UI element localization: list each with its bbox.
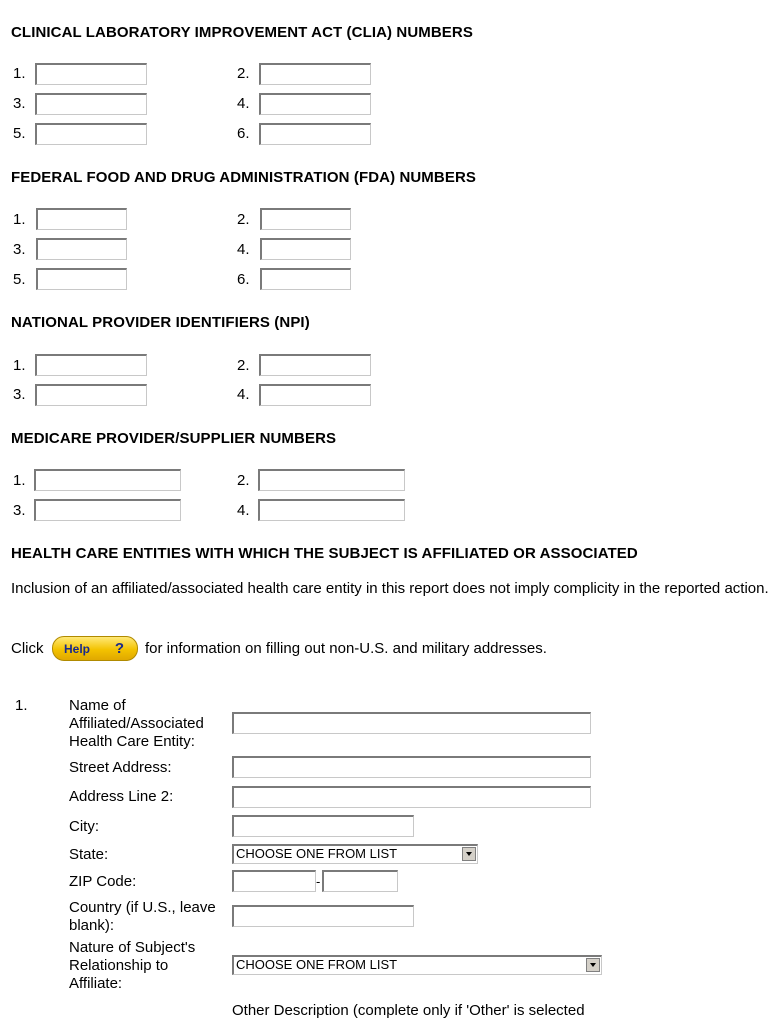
medicare-input-2[interactable]: [258, 469, 405, 491]
clia-label-2: 2.: [237, 65, 250, 82]
npi-label-2: 2.: [237, 357, 250, 374]
help-info-text: for information on filling out non-U.S. and military addresses.: [145, 640, 547, 657]
clia-label-4: 4.: [237, 95, 250, 112]
entity-name-label: Name of Affiliated/Associated Health Care Entity:: [69, 697, 204, 750]
clia-input-6[interactable]: [259, 123, 371, 145]
npi-heading: NATIONAL PROVIDER IDENTIFIERS (NPI): [11, 314, 310, 331]
entry-number: 1.: [15, 697, 28, 714]
help-button[interactable]: [52, 636, 138, 661]
medicare-heading: MEDICARE PROVIDER/SUPPLIER NUMBERS: [11, 430, 337, 447]
city-label: City:: [69, 818, 99, 835]
city-input[interactable]: [232, 815, 414, 837]
clia-input-4[interactable]: [259, 93, 371, 115]
fda-label-4: 4.: [237, 241, 250, 258]
zip-ext-input[interactable]: [322, 870, 398, 892]
medicare-label-3: 3.: [13, 502, 26, 519]
fda-label-1: 1.: [13, 211, 26, 228]
clia-input-2[interactable]: [259, 63, 371, 85]
click-text: Click: [11, 640, 44, 657]
address-line2-label: Address Line 2:: [69, 788, 174, 805]
npi-label-1: 1.: [13, 357, 26, 374]
clia-label-6: 6.: [237, 125, 250, 142]
country-input[interactable]: [232, 905, 414, 927]
fda-input-3[interactable]: [36, 238, 127, 260]
state-select-value: CHOOSE ONE FROM LIST: [236, 846, 398, 861]
clia-heading: CLINICAL LABORATORY IMPROVEMENT ACT (CLIA) NUMBERS: [11, 24, 473, 41]
fda-label-2: 2.: [237, 211, 250, 228]
medicare-label-1: 1.: [13, 472, 26, 489]
zip-label: ZIP Code:: [69, 873, 137, 890]
zip-separator: -: [316, 874, 321, 889]
fda-input-4[interactable]: [260, 238, 351, 260]
fda-label-3: 3.: [13, 241, 26, 258]
clia-label-1: 1.: [13, 65, 26, 82]
medicare-input-4[interactable]: [258, 499, 405, 521]
street-address-input[interactable]: [232, 756, 591, 778]
chevron-down-icon: [586, 958, 600, 972]
clia-input-5[interactable]: [35, 123, 147, 145]
zip-input[interactable]: [232, 870, 316, 892]
npi-input-2[interactable]: [259, 354, 371, 376]
address-line2-input[interactable]: [232, 786, 591, 808]
medicare-label-4: 4.: [237, 502, 250, 519]
medicare-label-2: 2.: [237, 472, 250, 489]
affiliates-disclaimer: Inclusion of an affiliated/associated health care entity in this report does not imply complicity in the reported action.: [11, 580, 769, 597]
affiliates-heading: HEALTH CARE ENTITIES WITH WHICH THE SUBJECT IS AFFILIATED OR ASSOCIATED: [11, 545, 638, 562]
npi-input-4[interactable]: [259, 384, 371, 406]
entity-name-input[interactable]: [232, 712, 591, 734]
medicare-input-3[interactable]: [34, 499, 181, 521]
npi-input-3[interactable]: [35, 384, 147, 406]
relationship-select-value: CHOOSE ONE FROM LIST: [236, 957, 398, 972]
medicare-input-1[interactable]: [34, 469, 181, 491]
other-description-label: Other Description (complete only if 'Other' is selected: [232, 1002, 585, 1019]
fda-input-5[interactable]: [36, 268, 127, 290]
fda-input-1[interactable]: [36, 208, 127, 230]
relationship-label: Nature of Subject's Relationship to Affiliate:: [69, 939, 196, 992]
clia-label-5: 5.: [13, 125, 26, 142]
help-button-label: Help: [64, 641, 91, 656]
clia-label-3: 3.: [13, 95, 26, 112]
fda-input-2[interactable]: [260, 208, 351, 230]
fda-heading: FEDERAL FOOD AND DRUG ADMINISTRATION (FDA) NUMBERS: [11, 169, 476, 186]
relationship-select[interactable]: [232, 955, 602, 975]
state-label: State:: [69, 846, 109, 863]
fda-label-6: 6.: [237, 271, 250, 288]
fda-input-6[interactable]: [260, 268, 351, 290]
npi-label-3: 3.: [13, 386, 26, 403]
fda-label-5: 5.: [13, 271, 26, 288]
question-icon: ?: [114, 640, 124, 657]
state-select[interactable]: [232, 844, 478, 864]
clia-input-1[interactable]: [35, 63, 147, 85]
clia-input-3[interactable]: [35, 93, 147, 115]
chevron-down-icon: [462, 847, 476, 861]
npi-input-1[interactable]: [35, 354, 147, 376]
street-address-label: Street Address:: [69, 759, 172, 776]
country-label: Country (if U.S., leave blank):: [69, 899, 216, 934]
npi-label-4: 4.: [237, 386, 250, 403]
